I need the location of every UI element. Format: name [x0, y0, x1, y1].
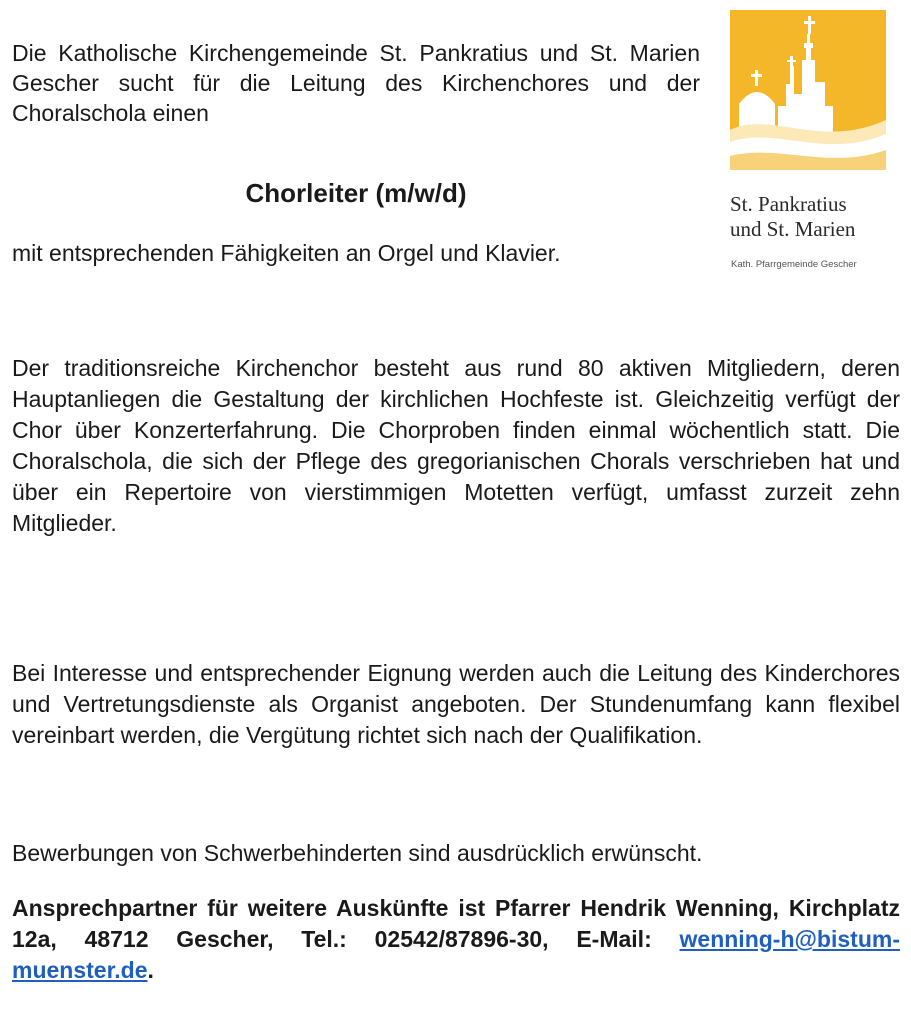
- logo-subtitle: Kath. Pfarrgemeinde Gescher: [731, 259, 857, 270]
- contact-text: Ansprechpartner für weitere Auskünfte ist Pfarrer Hendrik Wenning, Kirchplatz 12a, 48712 Gescher, Tel.: 02542/87896-30, E-Mail:: [12, 895, 900, 952]
- choir-description: Der traditionsreiche Kirchenchor besteht aus rund 80 aktiven Mitgliedern, deren Hauptanliegen die Gestaltung der kirchlichen Hochfeste ist. Gleichzeitig verfügt der Chor über Konzerterfahrung. Die Chorproben finden einmal wöchentlich statt. Die Choralschola, die sich der Pflege des gregorianischen Chorals verschrieben hat und über ein Repertoire von vierstimmigen Motetten verfügt, umfasst zurzeit zehn Mitglieder.: [12, 355, 900, 536]
- logo-name-line2: und St. Marien: [730, 217, 856, 241]
- job-title: Chorleiter (m/w/d): [245, 178, 467, 208]
- logo-name-line1: St. Pankratius: [730, 192, 847, 216]
- contact-period: .: [147, 957, 154, 983]
- email-link[interactable]: wenning-h@bistum-muenster.de: [12, 926, 900, 983]
- additional-offers: Bei Interesse und entsprechender Eignung werden auch die Leitung des Kinderchores und Vertretungsdienste als Organist angeboten. Der Stundenumfang kann flexibel vereinbart werden, die Vergütung richtet sich nach der Qualifikation.: [12, 660, 900, 748]
- contact-info: [12, 893, 900, 986]
- skills-text: mit entsprechenden Fähigkeiten an Orgel und Klavier.: [12, 240, 561, 266]
- church-logo-icon: [730, 10, 886, 170]
- intro-text: Die Katholische Kirchengemeinde St. Pankratius und St. Marien Gescher sucht für die Leitung des Kirchenchores und der Choralschola einen: [12, 40, 700, 126]
- parish-logo: [728, 8, 890, 283]
- disability-notice: Bewerbungen von Schwerbehinderten sind ausdrücklich erwünscht.: [12, 840, 703, 866]
